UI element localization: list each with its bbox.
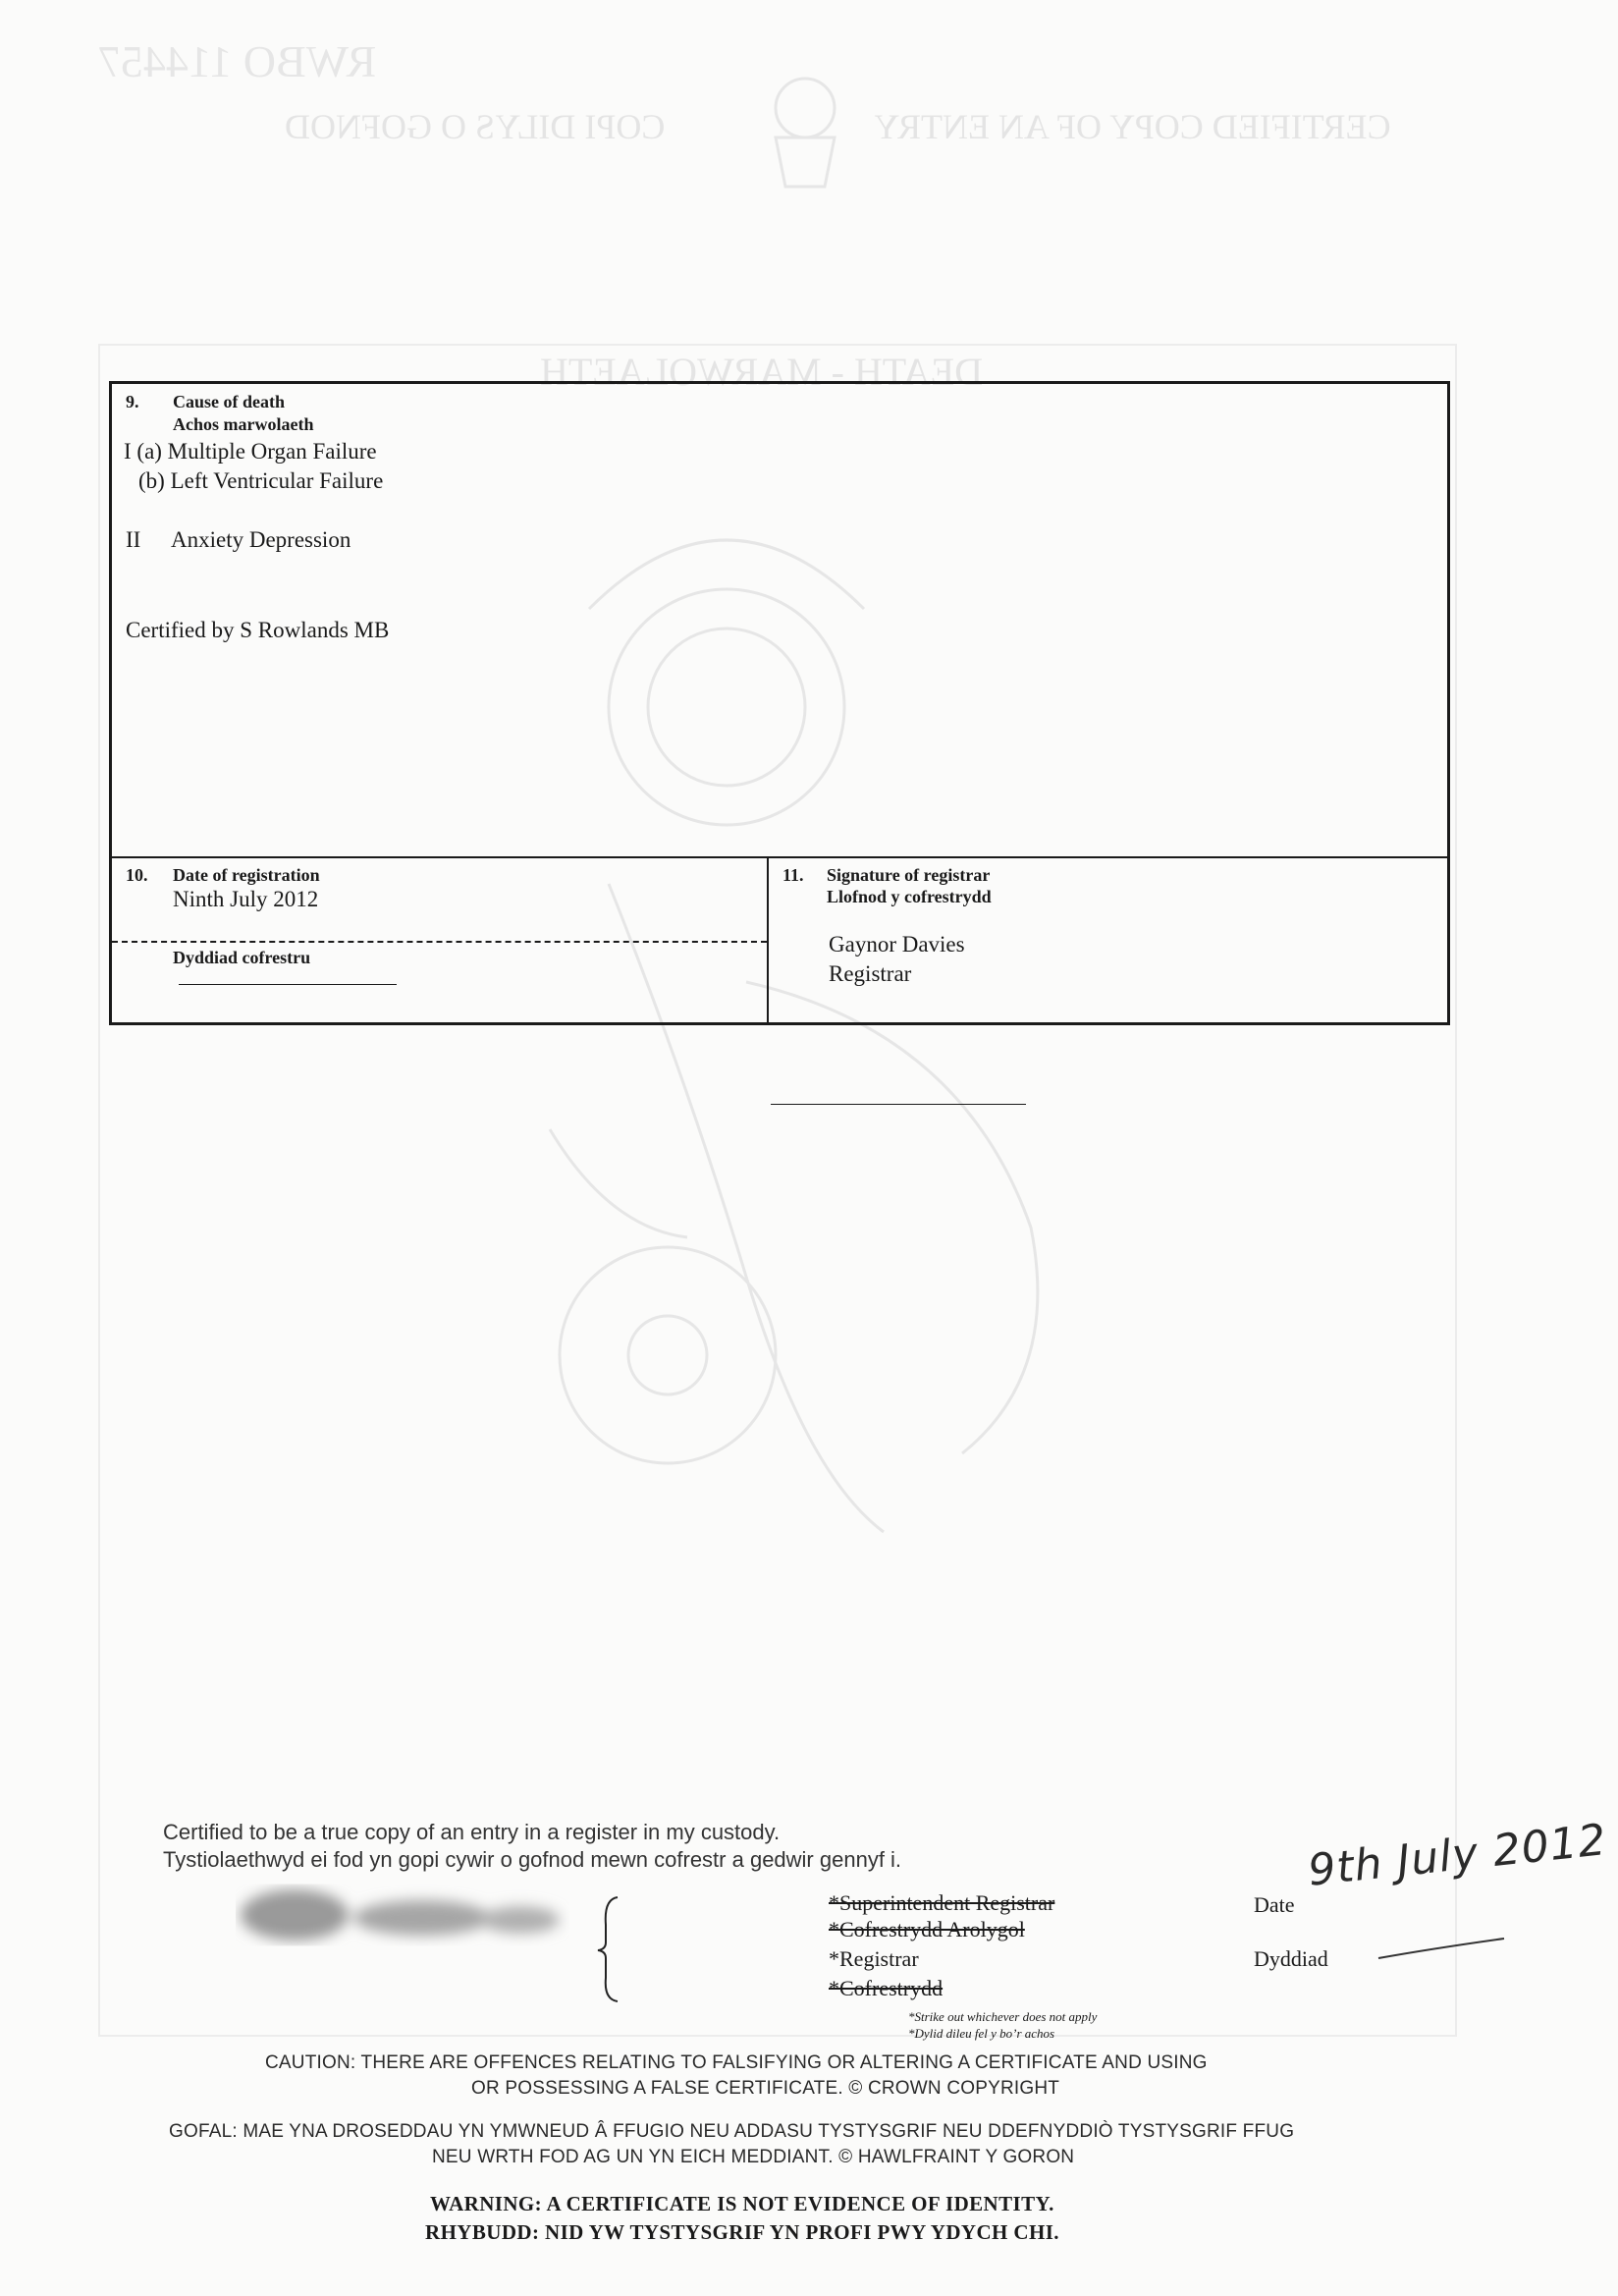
date-label: Date: [1254, 1892, 1295, 1917]
background-serial-showthrough: RWBO 114457: [98, 36, 377, 86]
strike-out-note: *Strike out whichever does not apply: [908, 2009, 1098, 2024]
caution-english-line-1: CAUTION: THERE ARE OFFENCES RELATING TO FALSIFYING OR ALTERING A CERTIFICATE AND USING: [265, 2052, 1208, 2073]
strike-out-note-welsh: *Dylid dileu fel y bo’r achos: [908, 2026, 1055, 2041]
dashed-divider: [112, 941, 767, 943]
date-label-welsh: Dyddiad: [1254, 1946, 1328, 1971]
registrar-name: Gaynor Davies: [829, 932, 965, 957]
registration-underline: [179, 984, 397, 985]
date-of-registration-label-welsh: Dyddiad cofrestru: [173, 948, 311, 967]
caution-welsh-line-1: GOFAL: MAE YNA DROSEDDAU YN YMWNEUD Â FFUGIO NEU ADDASU TYSTYSGRIF NEU DDEFNYDDIÒ TYSTYSGRIF FFUG: [169, 2121, 1295, 2142]
date-of-registration-value: Ninth July 2012: [173, 887, 319, 911]
warning-english: WARNING: A CERTIFICATE IS NOT EVIDENCE OF IDENTITY.: [430, 2192, 1054, 2215]
certification-statement: Certified to be a true copy of an entry in a register in my custody.: [163, 1820, 781, 1844]
date-of-registration-label: Date of registration: [173, 865, 320, 885]
section-11-number: 11.: [782, 865, 804, 885]
cause-part-2-text: Anxiety Depression: [171, 527, 351, 552]
bracket: [594, 1895, 623, 2003]
handwritten-underline: [1375, 1935, 1512, 1964]
caution-welsh-line-2: NEU WRTH FOD AG UN YN EICH MEDDIANT. © HAWLFRAINT Y GORON: [432, 2147, 1075, 2167]
role-registrar: *Registrar: [829, 1946, 919, 1971]
cause-of-death-label: Cause of death: [173, 392, 286, 411]
cause-of-death-form: [109, 381, 1450, 1025]
caution-english-line-2: OR POSSESSING A FALSE CERTIFICATE. © CROWN COPYRIGHT: [471, 2078, 1060, 2099]
standalone-underline: [771, 1104, 1026, 1105]
role-superintendent-registrar: *Superintendent Registrar: [829, 1890, 1055, 1915]
signature-of-registrar-label-welsh: Llofnod y cofrestrydd: [827, 887, 992, 906]
column-divider: [767, 856, 769, 1023]
section-10-number: 10.: [126, 865, 148, 885]
certification-statement-welsh: Tystiolaethwyd ei fod yn gopi cywir o gofnod mewn cofrestr a gedwir gennyf i.: [163, 1847, 902, 1872]
registrar-title: Registrar: [829, 961, 912, 986]
cause-line-1a: I (a) Multiple Organ Failure: [124, 439, 377, 464]
handwritten-date: 9th July 2012: [1306, 1815, 1609, 1896]
warning-welsh: RHYBUDD: NID YW TYSTYSGRIF YN PROFI PWY YDYCH CHI.: [425, 2220, 1059, 2244]
signature-of-registrar-label: Signature of registrar: [827, 865, 991, 885]
role-cofrestrydd-arolygol: *Cofrestrydd Arolygol: [829, 1917, 1025, 1941]
cause-of-death-label-welsh: Achos marwolaeth: [173, 414, 314, 434]
row-divider: [112, 856, 1447, 858]
background-title-showthrough: CERTIFIED COPY OF AN ENTRY: [874, 107, 1391, 146]
redacted-signature: [236, 1881, 569, 1949]
background-title-cy-showthrough: COPI DILYS O GOFNOD: [285, 107, 666, 146]
role-cofrestrydd: *Cofrestrydd: [829, 1976, 944, 2000]
certified-by: Certified by S Rowlands MB: [126, 618, 390, 642]
cause-part-2-number: II: [126, 527, 141, 552]
background-heading-showthrough: DEATH - MARWOLAETH: [540, 350, 984, 394]
cause-line-1b: (b) Left Ventricular Failure: [138, 468, 384, 493]
section-9-number: 9.: [126, 392, 139, 411]
